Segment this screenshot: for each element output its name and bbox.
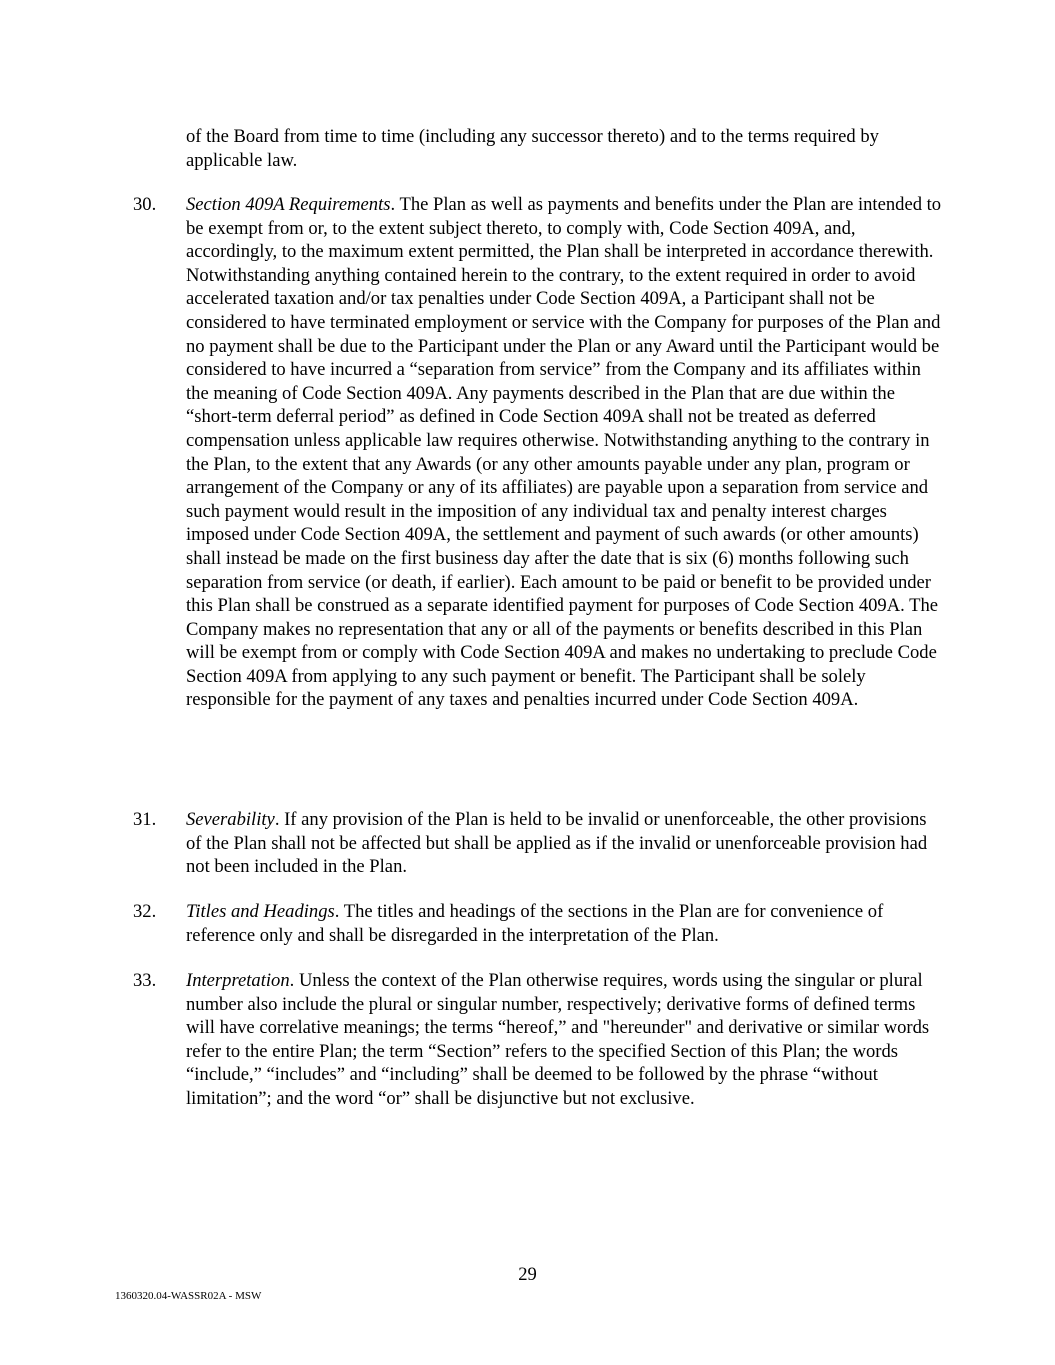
section-body xyxy=(186,969,946,1111)
section-title: Interpretation xyxy=(186,970,290,991)
page-number: 29 xyxy=(518,1264,537,1285)
section-body xyxy=(186,808,946,879)
section-title: Severability xyxy=(186,809,275,830)
section-body xyxy=(186,193,946,712)
section-number: 31. xyxy=(133,809,157,830)
section-title: Section 409A Requirements xyxy=(186,194,391,215)
section-31 xyxy=(133,808,946,879)
section-number: 32. xyxy=(133,901,157,922)
document-id: 1360320.04-WASSR02A - MSW xyxy=(115,1290,262,1302)
section-text: . The Plan as well as payments and benefits under the Plan are intended to be exempt from or, to the extent subject thereto, to comply with, Code Section 409A, and, accordingly, to the maximum extent permitted, the Plan shall be interpreted in accordance therewith. Notwithstanding anything contained herein to the contrary, to the extent required in order to avoid accelerated taxation and/or tax penalties under Code Section 409A, a Participant shall not be considered to have terminated employment or service with the Company for purposes of the Plan and no payment shall be due to the Participant under the Plan or any Award until the Participant would be considered to have incurred a “separation from service” from the Company and its affiliates within the meaning of Code Section 409A. Any payments described in the Plan that are due within the “short-term deferral period” as defined in Code Section 409A shall not be treated as deferred compensation unless applicable law requires otherwise. Notwithstanding anything to the contrary in the Plan, to the extent that any Awards (or any other amounts payable under any plan, program or arrangement of the Company or any of its affiliates) are payable upon a separation from service and such payment would result in the imposition of any individual tax and penalty interest charges imposed under Code Section 409A, the settlement and payment of such awards (or other amounts) shall instead be made on the first business day after the date that is six (6) months following such separation from service (or death, if earlier). Each amount to be paid or benefit to be provided under this Plan shall be construed as a separate identified payment for purposes of Code Section 409A. The Company makes no representation that any or all of the payments or benefits described in this Plan will be exempt from or comply with Code Section 409A and makes no undertaking to preclude Code Section 409A from applying to any such payment or benefit. The Participant shall be solely responsible for the payment of any taxes and penalties incurred under Code Section 409A. xyxy=(186,194,942,711)
section-33 xyxy=(133,969,946,1111)
section-text: . If any provision of the Plan is held to be invalid or unenforceable, the other provisions of the Plan shall not be affected but shall be applied as if the invalid or unenforceable provision had not been included in the Plan. xyxy=(186,809,928,878)
section-body xyxy=(186,900,946,947)
section-text: . Unless the context of the Plan otherwise requires, words using the singular or plural number also include the plural or singular number, respectively; derivative forms of defined terms will have correlative meanings; the terms “hereof,” and "hereunder" and derivative or similar words refer to the entire Plan; the term “Section” refers to the specified Section of this Plan; the words “include,” “includes” and “including” shall be deemed to be followed by the phrase “without limitation”; and the word “or” shall be disjunctive but not exclusive. xyxy=(186,970,930,1109)
section-text: . The titles and headings of the sections in the Plan are for convenience of reference only and shall be disregarded in the interpretation of the Plan. xyxy=(186,901,884,946)
continuation-paragraph: of the Board from time to time (including any successor thereto) and to the terms required by applicable law. xyxy=(186,126,879,171)
section-title: Titles and Headings xyxy=(186,901,335,922)
section-number: 30. xyxy=(133,194,157,215)
section-32 xyxy=(133,900,946,947)
section-30 xyxy=(133,193,946,712)
section-number: 33. xyxy=(133,970,157,991)
